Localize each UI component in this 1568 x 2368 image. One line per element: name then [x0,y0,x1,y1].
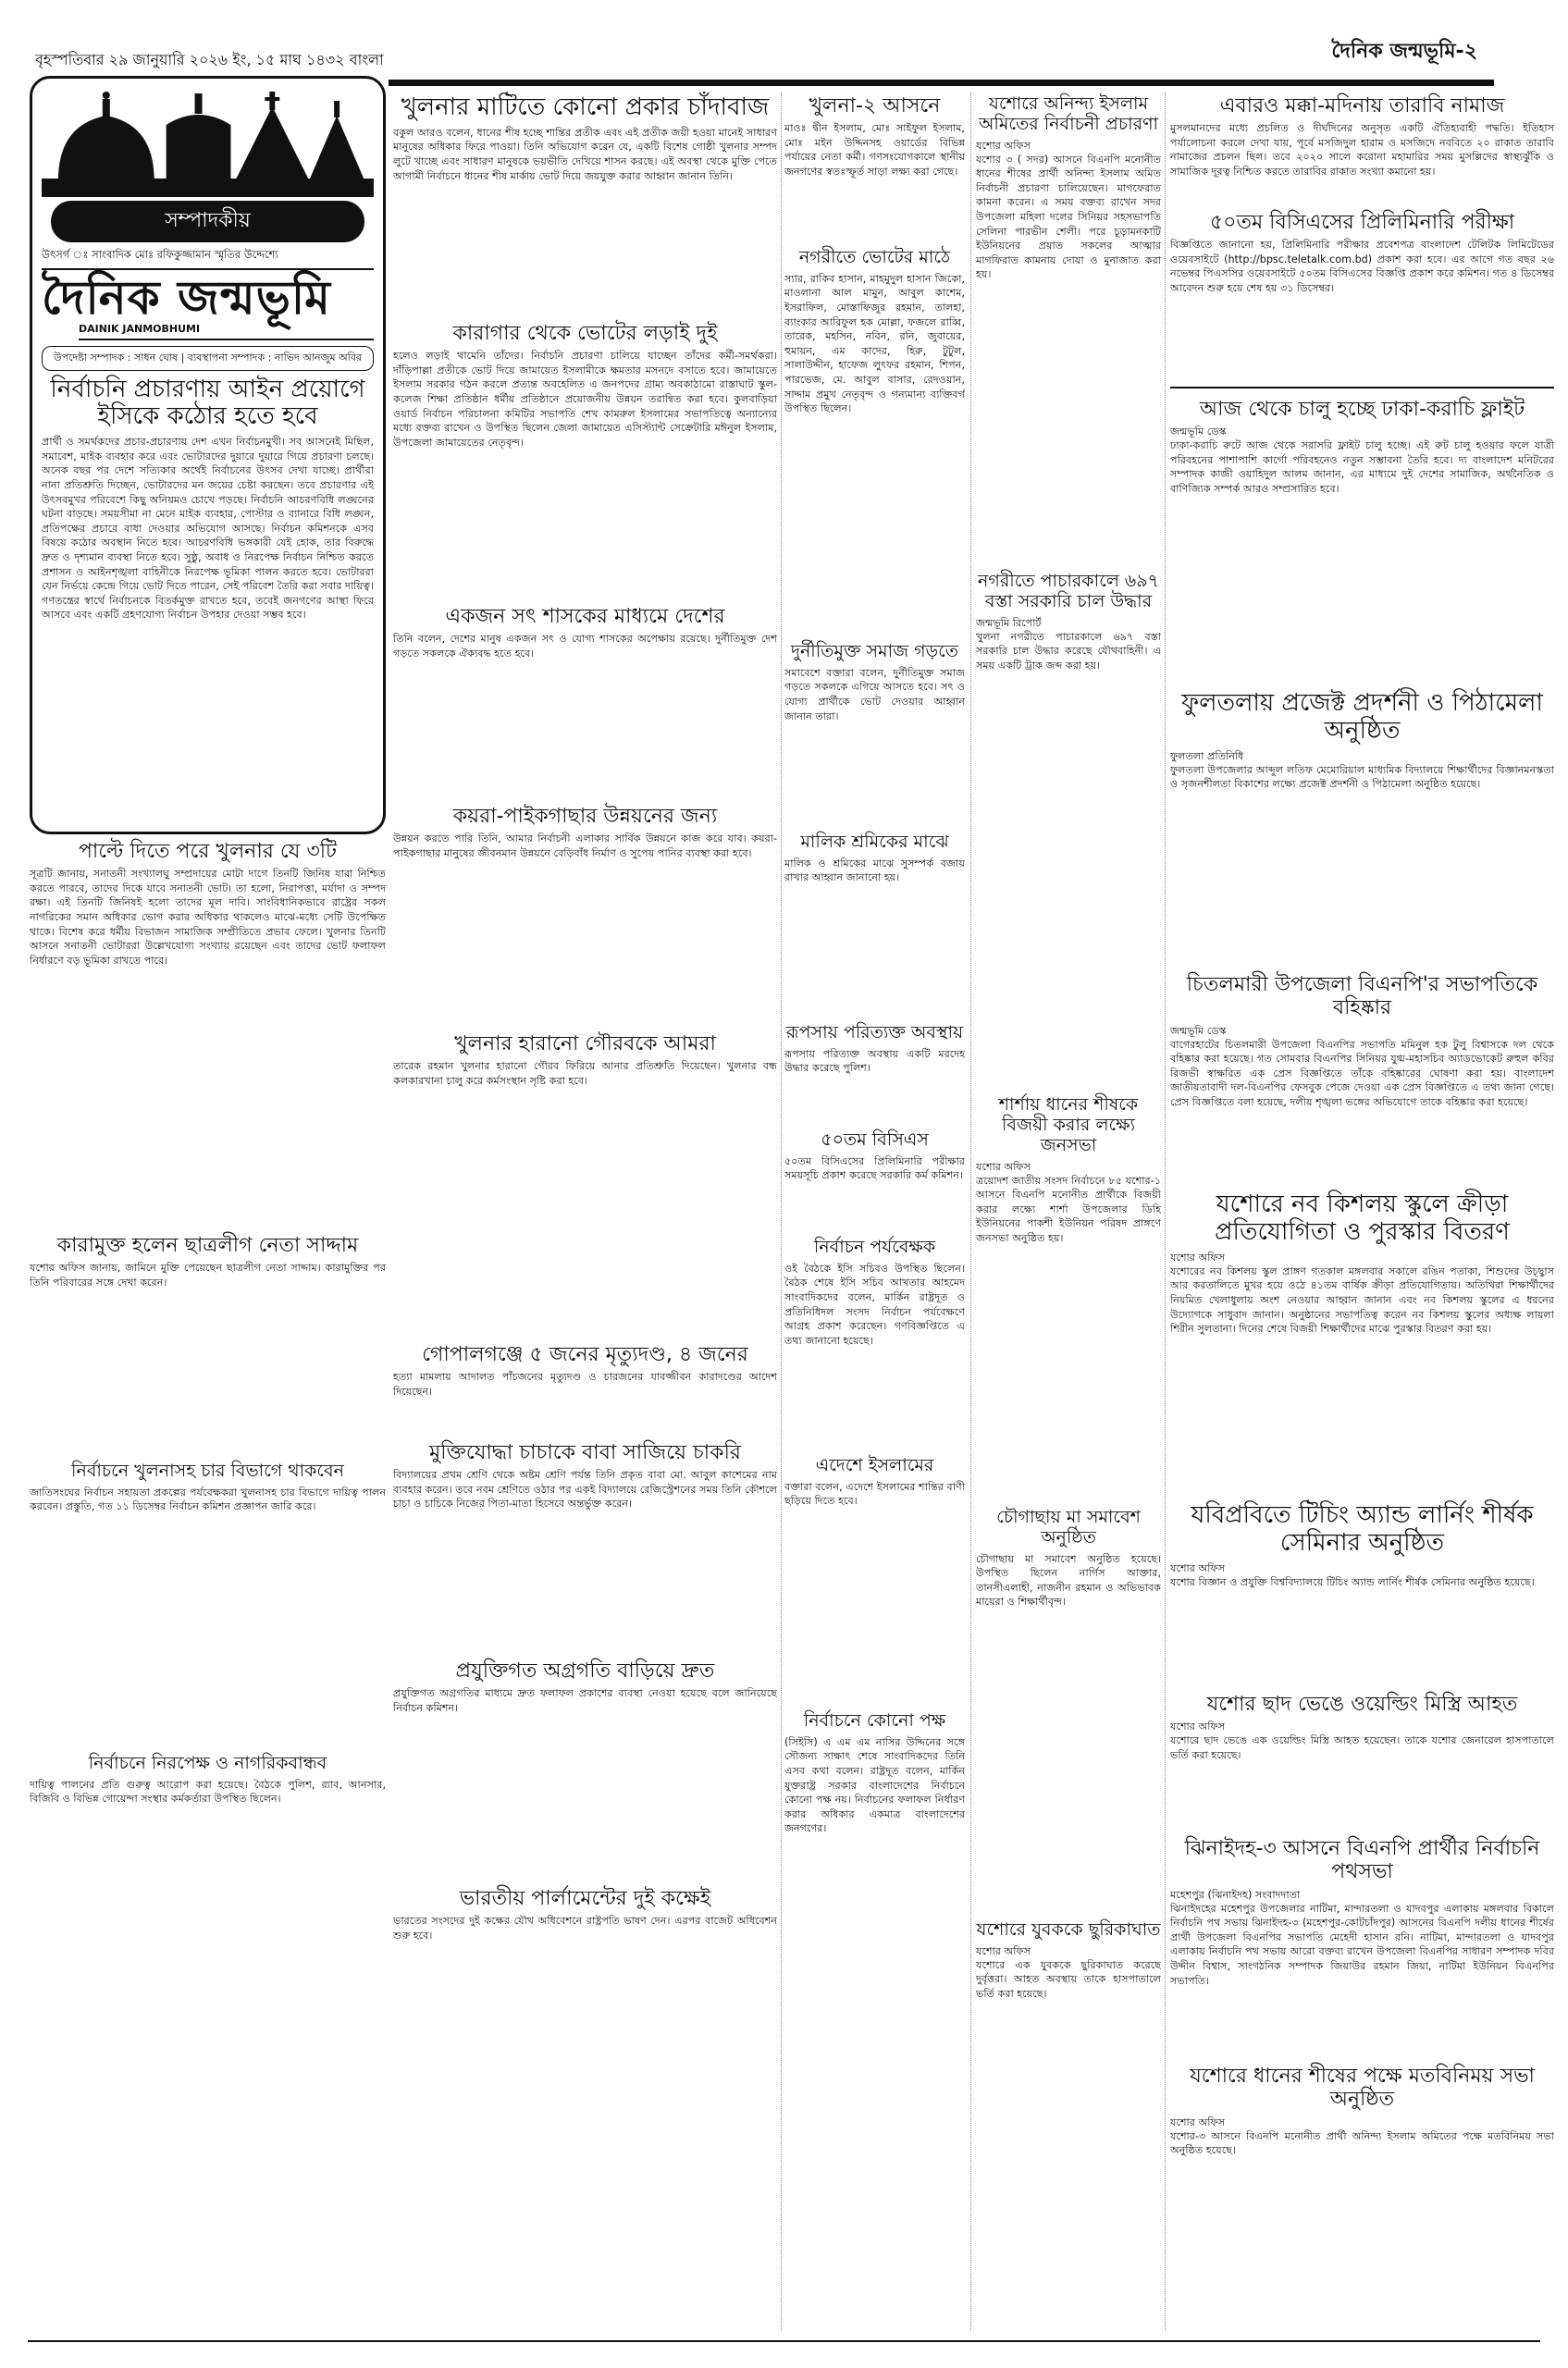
body: চৌগাছায় মা সমাবেশ অনুষ্ঠিত হয়েছে। উপস্থিত ছিলেন নার্গিস আক্তার, তানসীএলাহী, নাজনীন রহমান ও অভিভাবক মায়েরা ও শিক্ষার্থীবৃন্দ। [976,1552,1161,1609]
headline: ফুলতলায় প্রজেক্ট প্রদর্শনী ও পিঠামেলা অনুষ্ঠিত [1181,689,1543,745]
story-muktijoddha [393,1436,777,1648]
story-nobokishloy [1170,1186,1554,1491]
editorial-box [30,76,386,834]
story-chitalmari [1170,968,1554,1180]
headline: নগরীতে ভোটের মাঠে [798,247,951,267]
headline: মুক্তিযোদ্ধা চাচাকে বাবা সাজিয়ে চাকরি [429,1441,741,1464]
headline: প্রযুক্তিগত অগ্রগতি বাড়িয়ে দ্রুত [455,1659,715,1683]
body: ভারতের সংসদের দুই কক্ষের যৌথ অধিবেশনে রাষ্ট্রপতি ভাষণ দেন। এরপর বাজেট অধিবেশন শুরু হবে। [393,1915,777,1942]
story-anindya [976,89,1161,561]
headline: এদেশে ইসলামের [815,1455,934,1475]
footer-rule [28,2340,1540,2342]
masthead-logo: দৈনিক জন্মভূমি [42,271,331,325]
headline: চৌগাছায় মা সমাবেশ অনুষ্ঠিত [996,1507,1141,1548]
body: তারেক রহমান খুলনার হারানো গৌরব ফিরিয়ে আনার প্রতিশ্রুতি দিয়েছেন। খুলনার বন্ধ কলকারখানা চালু করে কর্মসংস্থান সৃষ্টি করা হবে। [393,1060,777,1087]
story-edeshe [784,1450,965,1700]
body: খুলনা নগরীতে পাচারকালে ৬৯৭ বস্তা সরকারি চাল উদ্ধার করেছে যৌথবাহিনী। এ সময় একটি ট্রাক জব্দ করা হয়। [976,630,1161,672]
headline: যশোরে যুবককে ছুরিকাঘাত [976,1919,1161,1940]
body: যশোরে ছাদ ভেঙে এক ওয়েল্ডিং মিস্ত্রি আহত হয়েছেন। তাকে যশোর জেনারেল হাসপাতালে ভর্তি করা হয়েছে। [1170,1734,1554,1761]
story-khulna2 [784,89,965,237]
body: হলেও লড়াই থামেনি তাঁদের। নির্বাচনি প্রচারণা চালিয়ে যাচ্ছেন তাঁদের কর্মী-সমর্থকরা। দাঁড়িপাল্লা প্রতীকে ভোট দিয়ে জামায়েত ইসলামীকে ক্ষমতার মসনদে বসাতে হবে। জামায়েতে ইসলাম সরকার গঠন করলে প্রত্যন্ত অবহেলিত এ জনপদের গ্রাম্য অবকাঠামো রাস্তাঘাট স্কুল-কলেজ শিক্ষা প্রতিষ্ঠান ধর্মীয় প্রতিষ্ঠানে প্রয়োজনীয় উন্নয়ন তরান্বিত করা হবে। কুলবাড়িয়া ওয়ার্ড নির্বাচন পরিচালনা কমিটির সভাপতি শেখ কামরুল ইসলামের সভাপতিত্বে অন্যান্যের মধ্যে বক্তব্য রাখেন ও উপস্থিত ছিলেন জেলা জামায়েত এসিস্ট্যান্ট সেক্রেটারি মঈনুল ইসলাম, উপজেলা জামায়েতের নেতৃবৃন্দ। [393,350,777,449]
story-neutral [30,1748,386,1810]
story-sot-shasok [393,599,777,794]
story-koyra [393,799,777,1021]
story-phultala [1170,684,1554,962]
body: যশোর ৩ ( সদর) আসনে বিএনপি মনোনীত ধানের শীষের প্রার্থী অনিন্দ্য ইসলাম অমিত নির্বাচনী প্রচারণা চালিয়েছেন। মাগফেরাত কামনা করেন। এ সময় বক্তব্য রাখেন সদর উপজেলা মহিলা দলের সিনিয়র সহসভাপতি সেলিনা পারভীন শেলী। পরে চূড়ামনকাটি ইউনিয়নের প্রয়াত সকলের আত্মার মাগফিরাত কামনায় দোয়া ও মুনাজাত করা হয়। [976,153,1161,281]
headline: পাল্টে দিতে পরে খুলনার যে ৩টি [78,840,338,863]
editorial-body: প্রার্থী ও সমর্থকদের প্রচার-প্রচারণায় দেশ এখন নির্বাচনমুখী। সব আসনেই মিছিল, সমাবেশ, মাইক ব্যবহার করে এবং ভোটারদের দুয়ারে দুয়ারে গিয়ে প্রচারণা চলছে। অনেক বছর পর দেশে সত্যিকার অর্থেই নির্বাচনের উৎসব দেখা যাচ্ছে। প্রার্থীরা নানা প্রতিশ্রুতি দিচ্ছেন, ভোটারদের মন জয়ের চেষ্টা করছেন। তবে প্রচারণার এই উৎসবমুখর পরিবেশে কিছু অনিয়মও চোখে পড়ছে। নির্বাচনি আচরণবিধি লঙ্ঘনের ঘটনা বাড়ছে। সময়সীমা না মেনে মাইক ব্যবহার, পোস্টার ও ব্যানারে বিধি লঙ্ঘন, প্রতিপক্ষের প্রচারে বাধা দেওয়ার অভিযোগ আসছে। নির্বাচন কমিশনকে এসব বিষয়ে কঠোর অবস্থান নিতে হবে। আচরণবিধি ভঙ্গকারী যেই হোক, তার বিরুদ্ধে দ্রুত ও দৃশ্যমান ব্যবস্থা নিতে হবে। সুষ্ঠু, অবাধ ও নিরপেক্ষ নির্বাচন নিশ্চিত করতে প্রশাসন ও আইনশৃঙ্খলা বাহিনীকে নিরপেক্ষ ভূমিকা পালন করতে হবে। ভোটাররা যেন নির্ভয়ে কেন্দ্রে গিয়ে ভোট দিতে পারেন, সেই পরিবেশ তৈরি করা সবার দায়িত্ব। গণতন্ত্রের স্বার্থে নির্বাচনকে বিতর্কমুক্ত রাখতে হবে, তবেই জনগণের আস্থা ফিরে আসবে এবং একটি গ্রহণযোগ্য নির্বাচন উপহার দেওয়া সম্ভব হবে। [42,436,374,622]
story-parliament [393,1881,777,1946]
dateline: জন্মভূমি ডেস্ক [1170,426,1227,438]
body: সূত্রটি জানায়, সনাতনী সংখ্যালঘু সম্প্রদায়ের মোটা দাগে তিনটি জিনিষ যারা নিশ্চিত করতে পারবে, তাদের দিকে যাবে সনাতনী ভোট। তা হলো, নিরাপত্তা, মর্যাদা ও সম্পদ রক্ষা। এই তিনটি জিনিষই হলো তাদের মূল দাবি। সাংবিধানিকভাবে রাষ্ট্রের সকল নাগরিকের সমান অধিকার ভোগ করার অধিকার থাকলেও মাঝে-মধ্যে সেটি উপেক্ষিত থাকে। বিশেষ করে ধর্মীয় বিভাজন সামাজিক সম্প্রীতিতে প্রভাব ফেলে। খুলনার তিনটি আসনে সনাতনী ভোটাররা উল্লেখযোগ্য সংখ্যায় রয়েছেন এবং তাদের ভোট ফলাফল নির্ধারণে বড় ভূমিকা রাখতে পারে। [30,868,386,967]
headline: নির্বাচনে নিরপেক্ষ ও নাগরিকবান্ধব [88,1753,327,1773]
headline: নির্বাচনে কোনো পক্ষ [803,1710,946,1731]
body: মাওঃ দ্বীন ইসলাম, মোঃ সাইফুল ইসলাম, মোঃ মইন উদ্দিনসহ ওয়ার্ডের বিভিন্ন পর্যায়ের নেতা কর্মী। গণসংযোগকালে স্থানীয় জনগণের স্বতঃস্ফূর্ত সাড়া লক্ষ্য করা গেছে। [784,122,965,179]
headline: খুলনার হারানো গৌরবকে আমরা [454,1032,716,1055]
body: মুসলমানদের মধ্যে প্রচলিত ও দীর্ঘদিনের অনুসৃত একটি ঐতিহ্যবাহী পদ্ধতি। ইতিহাস পর্যালোচনা করলে দেখা যায়, পূর্বে মসজিদুল হারাম ও মসজিদে নববিতে ২০ রাকাত তারাবি নামাজের প্রচলন ছিল। তবে ২০২০ সালে করোনা মহামারির সময় মুসল্লিদের স্বাস্থ্যঝুঁকি ও সামাজিক দূরত্ব নিশ্চিত করতে তারাবির রাকাত সংখ্যা কমানো হয়। [1170,122,1554,179]
body: বাগেরহাটের চিতলমারী উপজেলা বিএনপির সভাপতি মমিনুল হক টুলু বিশ্বাসকে দল থেকে বহিষ্কার করা হয়েছে। গত সোমবার বিএনপির সিনিয়র যুগ্ম-মহাসচিব অ্যাডভোকেট রুহুল কবির রিজভী স্বাক্ষরিত এক প্রেস বিজ্ঞপ্তিতে তাঁকে বহিষ্কারের ঘোষণা করা হয়। বাংলাদেশ জাতীয়তাবাদী দল-বিএনপির ফেসবুক পেজে দেওয়া এক প্রেস বিজ্ঞপ্তিতে এ তথ্য জানা গেছে। প্রেস বিজ্ঞপ্তিতে বলা হয়েছে, দলীয় শৃঙ্খলা ভঙ্গের অভিযোগে তাকে বহিষ্কার করা হয়েছে। [1170,1038,1554,1108]
column-divider [970,92,971,2331]
headline: একজন সৎ শাসকের মাধ্যমে দেশের [445,605,725,628]
headline: রূপসায় পরিত্যক্ত অবস্থায় [785,1022,964,1042]
column-divider [781,92,782,2331]
body: প্রযুক্তিগত অগ্রগতির মাধ্যমে দ্রুত ফলাফল প্রকাশের ব্যবস্থা নেওয়া হয়েছে বলে জানিয়েছে নির্বাচন কমিশন। [393,1687,777,1714]
dateline: যশোর অফিস [1170,1561,1225,1574]
headline: আজ থেকে চালু হচ্ছে ঢাকা-করাচি ফ্লাইট [1199,398,1525,421]
body: ওই বৈঠকে ইসি সচিবও উপস্থিত ছিলেন। বৈঠক শেষে ইসি সচিব আখতার আহমেদ সাংবাদিকদের বলেন, মার্কিন রাষ্ট্রদূত ও প্রতিনিধিদল সংসদ নির্বাচন পর্যবেক্ষণে আগ্রহ প্রকাশ করেছেন। গণবিজ্ঞপ্তিতে এ তথ্য জানানো হয়েছে। [784,1262,965,1347]
story-motobinimoy [1170,2059,1554,2162]
dateline: যশোর অফিস [1170,1720,1225,1733]
religious-skyline-logo [42,88,374,197]
story-observer [784,1232,965,1445]
story-rupsha [784,1018,965,1119]
story-projukti [393,1654,777,1876]
story-khulna-division [30,1456,386,1743]
story-sharsha [976,1090,1161,1497]
story-gourab [393,1027,777,1332]
body: উন্নয়ন করতে পারি তিনি, আমার নির্বাচনী এলাকার সার্বিক উন্নয়নে কাজ করে যাব। কয়রা-পাইকগাছার মানুষের জীবনমান উন্নয়নে বেড়িবাঁধ নির্মাণ ও সুপেয় পানির ব্যবস্থা করা হবে। [393,832,777,859]
editors-line: উপদেষ্টা সম্পাদক : সাধন ঘোষ | ব্যবস্থাপনা সম্পাদক : নাভিদ আনজুম অবির [42,346,374,371]
dateline: যশোর অফিস [1170,2115,1225,2128]
body: মালিক ও শ্রমিকের মাঝে সুসম্পর্ক বজায় রাখার আহ্বান জানানো হয়। [784,857,965,884]
headline: শার্শায় ধানের শীষকে বিজয়ী করার লক্ষ্যে জনসভা [998,1094,1139,1155]
headline: যবিপ্রবিতে টিচিং অ্যান্ড লার্নিং শীর্ষক সেমিনার অনুষ্ঠিত [1191,1501,1534,1557]
headline: নির্বাচন পর্যবেক্ষক [813,1237,936,1257]
body: ত্রয়োদশ জাতীয় সংসদ নির্বাচনে ৮৫ যশোর-১ আসনে বিএনপি মনোনীত প্রার্থীকে বিজয়ী করার লক্ষ্যে শার্শা উপজেলার ডিহি ইউনিয়নের পাকশী ইউনিয়ন পরিষদ প্রাঙ্গণে জনসভা অনুষ্ঠিত হয়। [976,1174,1161,1244]
story-chandabaj [393,89,777,311]
dateline: জন্মভূমি রিপোর্ট [976,616,1042,629]
body: তিনি বলেন, দেশের মানুষ একজন সৎ ও যোগ্য শাসকের অপেক্ষায় রয়েছে। দুর্নীতিমুক্ত দেশ গড়তে সকলকে ঐক্যবদ্ধ হতে হবে। [393,633,777,660]
headline: ৫০তম বিসিএসের প্রিলিমিনারি পরীক্ষা [1209,211,1515,234]
body: যশোরে এক যুবককে ছুরিকাঘাত করেছে দুর্বৃত্তরা। আহত অবস্থায় তাকে হাসপাতালে ভর্তি করা হয়েছে। [976,1958,1161,2001]
section-label: সম্পাদকীয় [51,201,364,242]
editorial-headline: নির্বাচনি প্রচারণায় আইন প্রয়োগে ইসিকে কঠোর হতে হবে [50,375,365,431]
body: ঝিনাইদহের মহেশপুর উপজেলার নাটিমা, মান্দারতলা ও যাদবপুর এলাকায় মঙ্গলবার বিকালে নির্বাচনি পথ সভায় ঝিনাইদহ-৩ (মহেশপুর-কোটচাঁদপুর) আসনের বিএনপি দলীয় ধানের শীর্ষের প্রার্থী উপজেলা বিএনপির সভাপতি মেহেদী হাসান রনি। নাটিমা, মান্দারতলা ও যাদবপুর এলাকায় নির্বাচনি পথ সভায় আরো বক্তব্য রাখেন উপজেলা বিএনপির সাধারণ সম্পাদক দবির উদ্দীন বিশ্বাস, সাংগঠনিক সম্পাদক জিয়াউর রহমান জিয়া, নাটিমা ইউনিয়ন বিএনপির সভাপতি। [1170,1902,1554,1987]
body: যশোর বিজ্ঞান ও প্রযুক্তি বিশ্ববিদ্যালয়ে টিচিং অ্যান্ড লার্নিং শীর্ষক সেমিনার অনুষ্ঠিত হয়েছে। [1170,1575,1535,1588]
story-kara [393,316,777,594]
column-4 [976,89,1161,2011]
body: বিদ্যালয়ের প্রথম শ্রেণি থেকে অষ্টম শ্রেণি পর্যন্ত তিনি প্রকৃত বাবা মো. আবুল কাশেমের নাম ব্যবহার করেন। তবে নবম শ্রেণিতে ওঠার পর একই বিদ্যালয়ে রেজিস্ট্রেশনের সময় তিনি কৌশলে চাচা ও চাচিকে নিজের পিতা-মাতা হিসেবে অন্তর্ভুক্ত করেন। [393,1469,777,1511]
dateline: ফুলতলা প্রতিনিধি [1170,749,1244,762]
headline: এবারও মক্কা-মদিনায় তারাবি নামাজ [1219,94,1505,117]
story-jhenaidah [1170,1832,1554,2054]
column-2 [393,89,777,1952]
story-kono-pokkho [784,1706,965,1840]
body: দায়িত্ব পালনের প্রতি গুরুত্ব আরোপ করা হয়েছে। বৈঠকে পুলিশ, র‍্যাব, আনসার, বিজিবি ও বিভিন্ন গোয়েন্দা সংস্থার কর্মকর্তারা উপস্থিত ছিলেন। [30,1778,386,1806]
story-bcs50 [1170,205,1554,381]
story-gopalganj [393,1338,777,1430]
page-name: দৈনিক জন্মভূমি-২ [1331,40,1477,63]
headline: ঝিনাইদহ-৩ আসনে বিএনপি প্রার্থীর নির্বাচনি পথসভা [1184,1837,1540,1884]
issue-date: বৃহস্পতিবার ২৯ জানুয়ারি ২০২৬ ইং, ১৫ মাঘ ১৪৩২ বাংলা [35,51,384,68]
body: ৫০তম বিসিএসের প্রিলিমিনারি পরীক্ষার সময়সূচি প্রকাশ করেছে সরকারি কর্ম কমিশন। [784,1154,965,1182]
story-chhatraleague [30,1228,386,1450]
column-3 [784,89,965,1845]
headline: কয়রা-পাইকগাছার উন্নয়নের জন্য [452,805,718,828]
headline: ৫০তম বিসিএস [821,1129,929,1150]
headline: ভারতীয় পার্লামেন্টের দুই কক্ষেই [459,1887,711,1910]
body: যশোরের নব কিশলয় স্কুল প্রাঙ্গণ গতকাল মঙ্গলবার সকালে রঙিন পতাকা, শিশুদের উচ্ছ্বাস আর করতালিতে মুখর হয়ে ওঠে ৪১তম বার্ষিক ক্রীড়া প্রতিযোগিতায়। অতিথিরা শিক্ষার্থীদের নিয়মিত খেলাধুলায় অংশ নেওয়ার আহ্বান জানান এবং নব কিশলয় স্কুলের এ ধরনের উদ্যোগকে সাধুবাদ জানান। অনুষ্ঠানের সভাপতিত্ব করেন নব কিশলয় স্কুলের অধ্যক্ষ লায়লা শিরীন সুলতানা। দিনের শেষে বিজয়ী শিক্ষার্থীদের মাঝে পুরস্কার বিতরণ করা হয়। [1170,1264,1554,1336]
dedication: উৎসর্গ ঃ সাংবাদিক মোঃ রফিকুজ্জামান স্মৃতির উদ্দেশ্যে [42,244,374,270]
body: রূপসায় পরিত্যক্ত অবস্থায় একটি মরদেহ উদ্ধার করেছে পুলিশ। [784,1047,965,1075]
column-1 [30,76,386,1816]
dateline: যশোর অফিস [976,139,1031,152]
column-divider [1165,92,1166,2331]
headline: কারামুক্ত হলেন ছাত্রলীগ নেতা সাদ্দাম [56,1234,359,1257]
headline: যশোর ছাদ ভেঙে ওয়েল্ডিং মিস্ত্রি আহত [1206,1693,1518,1716]
story-jobipobi [1170,1497,1554,1682]
body: (সিইসি) এ এম এম নাসির উদ্দিনের সঙ্গে সৌজন্য সাক্ষাৎ শেষে সাংবাদিকদের তিনি এসব কথা বলেন। রাষ্ট্রদূত বলেন, মার্কিন যুক্তরাষ্ট্র সরকার বাংলাদেশের নির্বাচনে কোনো পক্ষ নয়। নির্বাচনের ফলাফল নির্ধারণ করার অধিকার একমাত্র বাংলাদেশের জনগণের। [784,1735,965,1835]
headline: কারাগার থেকে ভোটের লড়াই দুই [452,322,718,345]
dateline: যশোর অফিস [1170,1251,1225,1264]
dateline: যশোর অফিস [976,1944,1031,1957]
body: যশোর-৩ আসনে বিএনপি মনোনীত প্রার্থী অনিন্দ্য ইসলাম অমিতের পক্ষে মতবিনিময় সভা অনুষ্ঠিত হয়েছে। [1170,2129,1554,2157]
body: ঢাকা-করাচি রুটে আজ থেকে সরাসরি ফ্লাইট চালু হচ্ছে। এই রুট চালু হওয়ার ফলে যাত্রী পরিবহনের পাশাপাশি কার্গো পরিবহনেও নতুন সম্ভাবনা তৈরি হবে। দ্য বাংলাদেশ মনিটরের সম্পাদক কাজী ওয়াহিদুল আলম জানান, এর মাধ্যমে দুই দেশের সামাজিক, অর্থনৈতিক ও বাণিজ্যিক সম্পর্ক আরও সম্প্রসারিত হবে। [1170,439,1554,496]
story-chal [976,566,1161,1084]
body: সমাবেশে বক্তারা বলেন, দুর্নীতিমুক্ত সমাজ গড়তে সকলকে এগিয়ে আসতে হবে। সৎ ও যোগ্য প্রার্থীকে ভোট দেওয়ার আহ্বান জানান তারা। [784,666,965,722]
story-mistri [1170,1687,1554,1826]
body: যশোর অফিস জানায়, জামিনে মুক্তি পেয়েছেন ছাত্রলীগ নেতা সাদ্দাম। কারামুক্তির পর তিনি পরিবারের সঙ্গে দেখা করেন। [30,1262,386,1289]
headline: যশোরে অনিন্দ্য ইসলাম অমিতের নির্বাচনী প্রচারণা [978,93,1159,134]
headline: খুলনা-২ আসনে [809,94,941,117]
page-header [0,0,1568,83]
headline: চিতলমারী উপজেলা বিএনপি'র সভাপতিকে বহিষ্কার [1186,973,1538,1020]
body: হত্যা মামলায় আদালত পাঁচজনের মৃত্যুদণ্ড ও চারজনের যাবজ্জীবন কারাদণ্ডের আদেশ দিয়েছেন। [393,1371,777,1398]
body: ফুলতলা উপজেলার আব্দুল লতিফ মেমোরিয়াল মাধ্যমিক বিদ্যালয়ে শিক্ষার্থীদের বিজ্ঞানমনস্কতা ও সৃজনশীলতা বিকাশের লক্ষ্যে প্রজেক্ট প্রদর্শনী ও পিঠামেলা অনুষ্ঠিত হয়েছে। [1170,763,1554,791]
story-malik [784,827,965,1012]
header-rule [389,80,1494,86]
headline: দুর্নীতিমুক্ত সমাজ গড়তে [790,641,959,661]
story-bcs50-short [784,1125,965,1227]
divider [1170,387,1554,388]
story-flight [1170,392,1554,679]
story-nogorite-vote [784,242,965,631]
body: বকুল আরও বলেন, ধানের শীষ হচ্ছে শান্তির প্রতীক এবং এই প্রতীক জয়ী হওয়া মানেই সাধারণ মানুষের অধিকার ফিরে পাওয়া। তিনি অভিযোগ করেন যে, একটি বিশেষ গোষ্ঠী খুলনার সম্পদ লুটে খাচ্ছে এবং সাধারণ মানুষকে ভয়ভীতি দেখিয়ে শাসন করছে। এই অবস্থা থেকে মুক্তি পেতে আগামী নির্বাচনে ধানের শীষ মার্কায় ভোট দিয়ে জয়যুক্ত করার আহ্বান জানান তিনি। [393,126,777,182]
body: বিজ্ঞপ্তিতে জানানো হয়, প্রিলিমিনারি পরীক্ষার প্রবেশপত্র বাংলাদেশ টেলিটক লিমিটেডের ওয়েবসাইটে (http://bpsc.teletalk.com.bd) প্রকাশ করা হবে। এর আগে গত বছর ২৬ নভেম্বর পিএসসির ওয়েবসাইটে ৫০তম বিসিএসের বিজ্ঞপ্তি প্রকাশ করে কমিশন। গত ৪ ডিসেম্বর আবেদন শুরু হয়ে শেষ হয় ৩১ ডিসেম্বর। [1170,239,1554,295]
story-palte [30,834,386,1223]
headline: নগরীতে পাচারকালে ৬৯৭ বস্তা সরকারি চাল উদ্ধার [978,571,1159,611]
body: জাতিসংঘের নির্বাচন সহায়তা প্রকল্পের পর্যবেক্ষকরা খুলনাসহ চার বিভাগে দায়িত্ব পালন করবেন। প্রস্তুতি, গত ১১ ডিসেম্বর নির্বাচন কমিশন প্রজ্ঞাপন জারি করে। [30,1486,386,1513]
story-chougachha [976,1502,1161,1909]
dateline: জন্মভূমি ডেস্ক [1170,1024,1227,1037]
masthead-english: DAINIK JANMOBHUMI [79,323,374,340]
headline: গোপালগঞ্জে ৫ জনের মৃত্যুদণ্ড, ৪ জনের [422,1343,748,1366]
story-durnitimukto [784,636,965,821]
headline: খুলনার মাটিতে কোনো প্রকার চাঁদাবাজ [401,93,770,121]
body: বক্তারা বলেন, এদেশে ইসলামের শান্তির বাণী ছড়িয়ে দিতে হবে। [784,1480,965,1508]
dateline: যশোর অফিস [976,1160,1031,1173]
dateline: মহেশপুর (ঝিনাইদহ) সংবাদদাতা [1170,1888,1301,1901]
column-5 [1170,89,1554,2167]
body: স্যার, রাকিব হাসান, মাহমুদুল হাসান জিকো, মাওলানা আল মামুন, আবুল কাশেম, ইসরাফিল, মোস্তাফিজুর রহমান, তালহা, ব্যাংকার আরিফুল হক মোল্লা, ফজলে রাব্বি, তারেক, মহসিন, নবিন, রনি, জুবায়ের, হুমায়ন, এম কাদের, হিরু, টুটুল, সালাউদ্দীন, হাফেজ লুৎফর রহমান, শিপন, পারভেজ, মে. আবুল বাসার, রেদওয়ান, সাদ্দাম প্রমুখ নেতৃবৃন্দ ও গন্যমান্য ব্যক্তিবর্গ উপস্থিত ছিলেন। [784,272,965,415]
story-churikaghat [976,1915,1161,2005]
headline: যশোরে নব কিশলয় স্কুলে ক্রীড়া প্রতিযোগিতা ও পুরস্কার বিতরণ [1215,1190,1510,1246]
headline: যশোরে ধানের শীষের পক্ষে মতবিনিময় সভা অনুষ্ঠিত [1190,2065,1535,2112]
story-tarabi [1170,89,1554,200]
headline: নির্বাচনে খুলনাসহ চার বিভাগে থাকবেন [71,1461,344,1481]
headline: মালিক শ্রমিকের মাঝে [800,832,949,852]
